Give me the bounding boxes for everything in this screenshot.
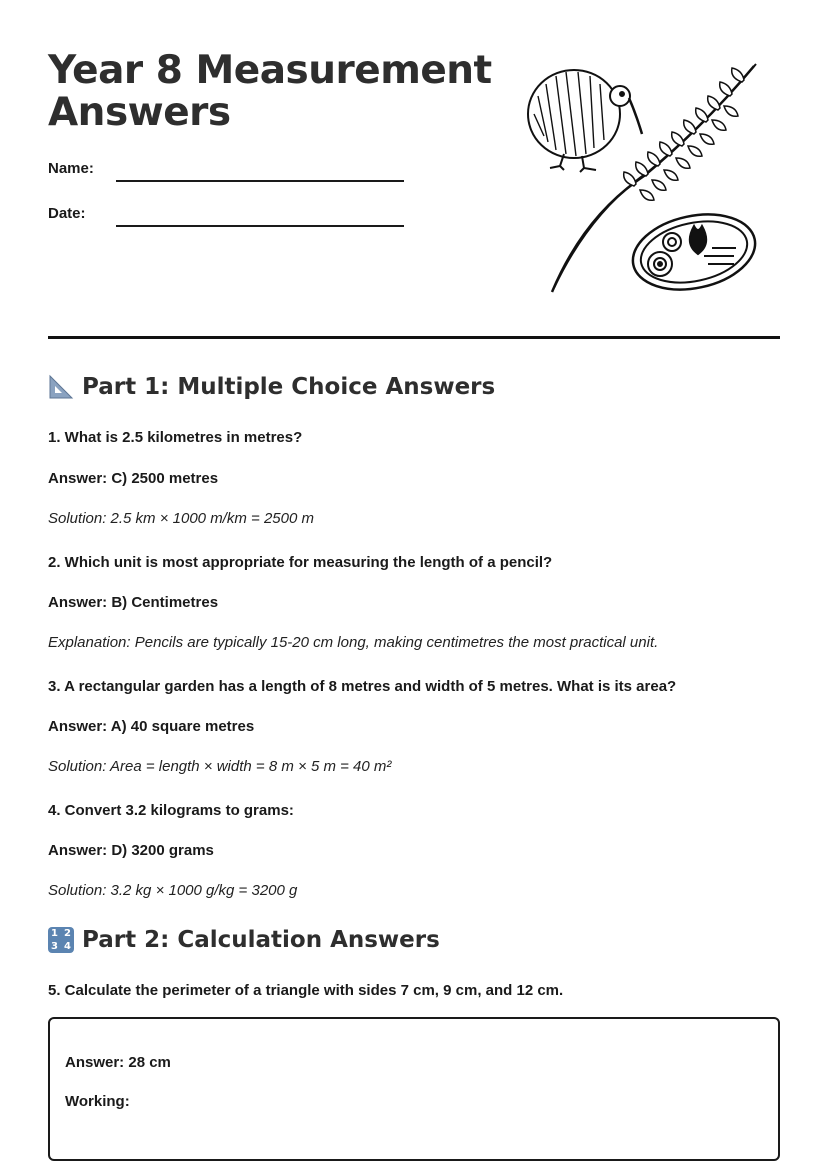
kiwi-fern-koru-icon <box>524 56 774 302</box>
date-label: Date: <box>48 205 86 222</box>
part1-heading <box>48 374 495 400</box>
question-2: 2. Which unit is most appropriate for measuring the length of a pencil? <box>48 554 553 571</box>
answer-1: Answer: C) 2500 metres <box>48 470 219 487</box>
working-label: Working: <box>65 1093 130 1110</box>
date-line <box>116 225 404 227</box>
part2-heading <box>48 927 440 953</box>
solution-3: Solution: Area = length × width = 8 m × 5 m = 40 m² <box>48 758 392 775</box>
input-numbers-icon: 1 2 3 4 <box>48 927 74 953</box>
title-line-2: Answers <box>48 90 231 135</box>
name-label: Name: <box>48 160 94 177</box>
set-square-icon <box>48 374 74 400</box>
question-5: 5. Calculate the perimeter of a triangle with sides 7 cm, 9 cm, and 12 cm. <box>48 982 564 999</box>
page-title <box>48 50 492 134</box>
part1-heading-text: Part 1: Multiple Choice Answers <box>82 374 496 400</box>
title-line-1: Year 8 Measurement <box>48 48 492 93</box>
part2-heading-text: Part 2: Calculation Answers <box>82 927 440 953</box>
answer-5: Answer: 28 cm <box>65 1054 171 1071</box>
answer-3: Answer: A) 40 square metres <box>48 718 255 735</box>
question-4: 4. Convert 3.2 kilograms to grams: <box>48 802 294 819</box>
answer-4: Answer: D) 3200 grams <box>48 842 214 859</box>
solution-4: Solution: 3.2 kg × 1000 g/kg = 3200 g <box>48 882 298 899</box>
solution-1: Solution: 2.5 km × 1000 m/km = 2500 m <box>48 510 314 527</box>
name-line <box>116 180 404 182</box>
header-divider <box>48 336 780 339</box>
question-3: 3. A rectangular garden has a length of 8 metres and width of 5 metres. What is its area? <box>48 678 677 695</box>
answer-2: Answer: B) Centimetres <box>48 594 219 611</box>
question-1: 1. What is 2.5 kilometres in metres? <box>48 429 303 446</box>
explanation-2: Explanation: Pencils are typically 15-20 cm long, making centimetres the most practical unit. <box>48 634 659 651</box>
answer-box <box>48 1017 780 1161</box>
